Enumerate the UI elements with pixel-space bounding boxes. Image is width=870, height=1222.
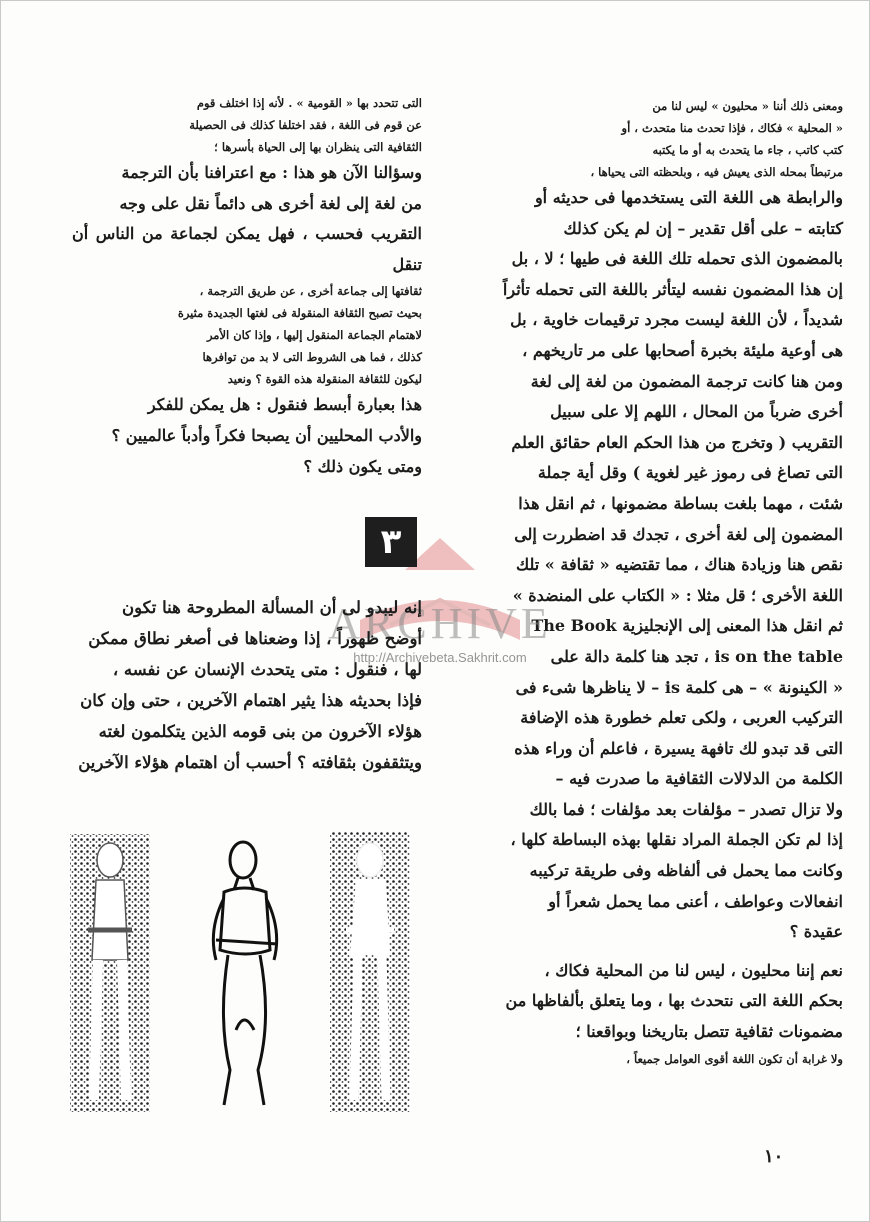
text-line: التقريب فحسب ، فهل يمكن لجماعة من الناس أن تنقل bbox=[72, 224, 422, 274]
text-line: لاهتمام الجماعة المنقول إليها ، وإذا كان الأمر bbox=[206, 328, 422, 343]
text-line: ثقافتها إلى جماعة أخرى ، عن طريق الترجمة ، bbox=[199, 284, 422, 299]
section-number-badge: ٣ bbox=[365, 517, 417, 567]
page-number: ١٠ bbox=[764, 1146, 784, 1167]
text-line: كتب كاتب ، جاء ما يتحدث به أو ما يكتبه bbox=[652, 143, 843, 157]
right-closing-paragraph bbox=[460, 956, 843, 1070]
text-line: التى قد تبدو لك تافهة يسيرة ، فاعلم أن وراء هذه bbox=[514, 738, 843, 758]
text-line: بالمضمون الذى تحمله تلك اللغة فى طيها ؛ لا ، بل bbox=[511, 249, 843, 269]
text-line: ومن هنا كانت ترجمة المضمون من لغة إلى لغة bbox=[530, 371, 843, 391]
figures-illustration bbox=[68, 820, 413, 1115]
text-line: انفعالات وعواطف ، أعنى مما يحمل شعراً أو bbox=[548, 891, 843, 911]
text-line: بحيث تصبح الثقافة المنقولة فى لغتها الجديدة مثيرة bbox=[177, 306, 422, 321]
watermark-text: ARCHIVE bbox=[328, 599, 552, 648]
text-line: هؤلاء الآخرون من بنى قومه الذين يتكلمون لغته bbox=[98, 722, 422, 741]
text-line: نقص هنا وزيادة هناك ، مما تقتضيه « ثقافة » تلك bbox=[515, 555, 843, 575]
text-line: أوضح ظهوراً ، إذا وضعناها فى أصغر نطاق ممكن bbox=[88, 629, 422, 648]
text-line: عقيدة ؟ bbox=[789, 922, 843, 942]
left-figure-panel bbox=[70, 834, 150, 1112]
right-column bbox=[460, 95, 843, 1070]
text-line: « المحلية » فكاك ، فإذا تحدث منا متحدث ، أو bbox=[621, 121, 843, 135]
text-line: « الكينونة » – هى كلمة is – لا يناظرها شىء فى bbox=[515, 677, 843, 697]
watermark-url: http://Archivebeta.Sakhrit.com bbox=[353, 650, 527, 665]
text-line: مضمونات ثقافية تتصل بتاريخنا وبواقعنا ؛ bbox=[575, 1022, 843, 1042]
right-figure-panel bbox=[330, 832, 410, 1112]
text-line: المضمون إلى لغة أخرى ، تجدك قد اضطررت إلى bbox=[514, 524, 843, 544]
text-line: نعم إننا محليون ، ليس لنا من المحلية فكاك ، bbox=[544, 960, 843, 980]
text-line: شئت ، مهما بلغت بساطة مضمونها ، ثم انقل هذا bbox=[518, 493, 843, 513]
text-line: وسؤالنا الآن هو هذا : مع اعترافنا بأن الترجمة bbox=[121, 163, 422, 182]
text-line: أخرى ضرباً من المحال ، اللهم إلا على سبيل bbox=[550, 402, 843, 422]
text-line: عن قوم فى اللغة ، فقد اختلفا كذلك فى الحصيلة bbox=[189, 118, 422, 132]
paragraph-gap bbox=[460, 948, 843, 956]
text-line: ومعنى ذلك أننا « محليون » ليس لنا من bbox=[652, 99, 843, 113]
text-line: الكلمة من الدلالات الثقافية ما صدرت فيه – bbox=[555, 769, 843, 789]
text-line: مرتبطاً بمحله الذى يعيش فيه ، وبلحظته التى يحياها ، bbox=[590, 165, 843, 179]
text-line: التقريب ( وتخرج من هذا الحكم العام حقائق العلم bbox=[511, 432, 843, 452]
right-main-paragraph bbox=[460, 183, 843, 948]
right-intro-small bbox=[460, 95, 843, 183]
text-line: ولا غرابة أن تكون اللغة أقوى العوامل جميعاً ، bbox=[626, 1051, 843, 1066]
text-line: هذا بعبارة أبسط فنقول : هل يمكن للفكر bbox=[147, 395, 422, 415]
text-line: شديداً ، لأن اللغة ليست مجرد ترقيمات خاوية ، بل bbox=[510, 310, 843, 330]
text-line: ومتى يكون ذلك ؟ bbox=[303, 456, 422, 476]
text-line: is on the table ، تجد هنا كلمة دالة على bbox=[550, 646, 843, 666]
text-line: ولا تزال تصدر – مؤلفات بعد مؤلفات ؛ فما بالك bbox=[529, 799, 843, 819]
text-line: ليكون للثقافة المنقولة هذه القوة ؟ ونعيد bbox=[227, 372, 422, 387]
text-line: فإذا بحديثه هذا يثير اهتمام الآخرين ، حتى وإن كان bbox=[80, 691, 422, 710]
text-line: والأدب المحليين أن يصبحا فكراً وأدباً عالميين ؟ bbox=[111, 425, 422, 445]
text-line: كتابته – على أقل تقدير – إن لم يكن كذلك bbox=[563, 218, 843, 238]
text-line: من لغة إلى لغة أخرى هى دائماً نقل على وجه bbox=[119, 193, 422, 213]
text-line: والرابطة هى اللغة التى يستخدمها فى حديثه أو bbox=[534, 188, 843, 207]
text-line: اللغة الأخرى ؛ قل مثلا : « الكتاب على المنضدة » bbox=[512, 585, 843, 605]
text-line: كذلك ، فما هى الشروط التى لا بد من توافرها bbox=[202, 350, 422, 365]
text-line: وكانت مما يحمل فى ألفاظه وفى طريقة تركيبه bbox=[529, 861, 843, 881]
left-column-mid bbox=[72, 592, 422, 778]
text-line: بحكم اللغة التى نتحدث بها ، وما يتعلق بألفاظها من bbox=[505, 991, 843, 1011]
text-line: لها ، فنقول : متى يتحدث الإنسان عن نفسه ، bbox=[112, 660, 422, 679]
text-line: إن هذا المضمون نفسه ليتأثر باللغة التى تحمله تأثراً bbox=[502, 279, 843, 299]
text-line: ثم انقل هذا المعنى إلى الإنجليزية The Book bbox=[531, 616, 843, 636]
text-line: الثقافية التى ينظران بها إلى الحياة بأسرها ؛ bbox=[214, 140, 422, 154]
text-line: هى أوعية مليئة بخبرة أصحابها على مر تاريخهم ، bbox=[522, 340, 843, 360]
center-figure-drawing bbox=[213, 842, 278, 1105]
left-column-top bbox=[72, 92, 422, 482]
text-line: التى تتحدد بها « القومية » . لأنه إذا اختلف قوم bbox=[196, 96, 422, 110]
text-line: ويتثقفون بثقافته ؟ أحسب أن اهتمام هؤلاء الآخرين bbox=[78, 753, 422, 772]
text-line: إذا لم تكن الجملة المراد نقلها بهذه البساطة كلها ، bbox=[510, 830, 843, 850]
text-line: إنه ليبدو لى أن المسألة المطروحة هنا تكون bbox=[122, 598, 422, 617]
text-line: التى تصاغ فى رموز غير لغوية ) وقل أية جملة bbox=[537, 463, 843, 483]
text-line: التركيب العربى ، ولكى تعلم خطورة هذه الإضافة bbox=[520, 708, 843, 728]
